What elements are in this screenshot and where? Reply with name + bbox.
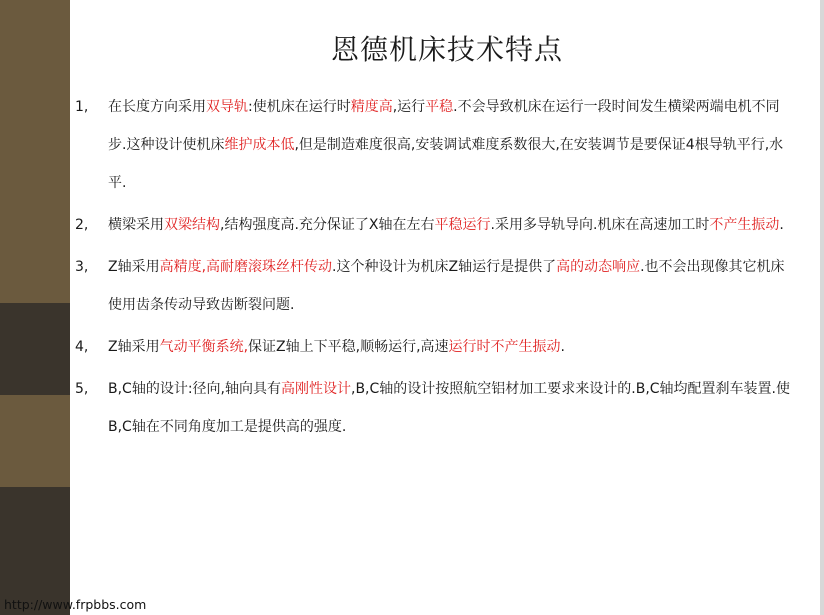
highlight-text: 双梁结构 — [164, 217, 220, 233]
feature-text: ,运行 — [392, 99, 426, 115]
feature-text: .这个种设计为机床Z轴运行是提供了 — [332, 259, 557, 275]
feature-item — [75, 328, 795, 366]
highlight-text: 运行时不产生振动 — [448, 339, 561, 355]
feature-number: 1, — [75, 99, 89, 115]
highlight-text: 不产生振动 — [709, 217, 780, 233]
feature-text: ,结构强度高.充分保证了X轴在左右 — [220, 217, 435, 233]
feature-item — [75, 88, 795, 202]
feature-text: Z轴采用 — [108, 339, 160, 355]
feature-number: 4, — [75, 339, 89, 355]
feature-text: . — [779, 217, 784, 233]
feature-item — [75, 206, 795, 244]
feature-text: .也不会出现像其它机床使用齿条传动导致齿断裂问题. — [108, 259, 785, 313]
highlight-text: 平稳运行 — [434, 217, 491, 233]
feature-number: 3, — [75, 259, 89, 275]
feature-item — [75, 370, 795, 446]
highlight-text: 平稳 — [425, 99, 454, 115]
feature-item — [75, 248, 795, 324]
footer-url: http://www.frpbbs.com — [4, 597, 147, 612]
highlight-text: 高刚性设计 — [281, 381, 351, 397]
feature-text: .采用多导轨导向.机床在高速加工时 — [490, 217, 710, 233]
slide-title: 恩德机床技术特点 — [330, 33, 563, 66]
decorative-sidebar — [0, 0, 70, 615]
sidebar-band — [0, 0, 70, 303]
highlight-text: 双导轨 — [206, 99, 248, 115]
feature-text: ,B,C轴的设计按照航空铝材加工要求来设计的.B,C轴均配置刹车装置.使B,C轴在不同角度加工是提供高的强度. — [108, 381, 791, 435]
feature-text: .不会导致机床在运行一段时间发生横梁两端电机不同步.这种设计使机床 — [108, 99, 780, 153]
feature-text: 在长度方向采用 — [108, 99, 206, 115]
feature-text: 横梁采用 — [108, 217, 164, 233]
highlight-text: 精度高 — [350, 99, 393, 115]
sidebar-band — [0, 395, 70, 487]
feature-text: 保证Z轴上下平稳,顺畅运行,高速 — [248, 339, 449, 355]
feature-number: 2, — [75, 217, 89, 233]
sidebar-band — [0, 303, 70, 395]
feature-text: Z轴采用 — [108, 259, 160, 275]
feature-text: . — [560, 339, 565, 355]
highlight-text: 维护成本低 — [224, 137, 295, 153]
feature-text: B,C轴的设计:径向,轴向具有 — [108, 381, 281, 397]
slide-right-edge — [820, 0, 824, 615]
highlight-text: 高精度,高耐磨滚珠丝杆传动 — [159, 259, 333, 275]
feature-number: 5, — [75, 381, 89, 397]
feature-text: ,但是制造难度很高,安装调试难度系数很大,在安装调节是要保证4根导轨平行,水平. — [108, 137, 784, 191]
feature-list — [75, 88, 795, 450]
highlight-text: 高的动态响应 — [556, 259, 641, 275]
feature-text: :使机床在运行时 — [248, 99, 351, 115]
highlight-text: 气动平衡系统, — [159, 339, 249, 355]
sidebar-band — [0, 487, 70, 615]
